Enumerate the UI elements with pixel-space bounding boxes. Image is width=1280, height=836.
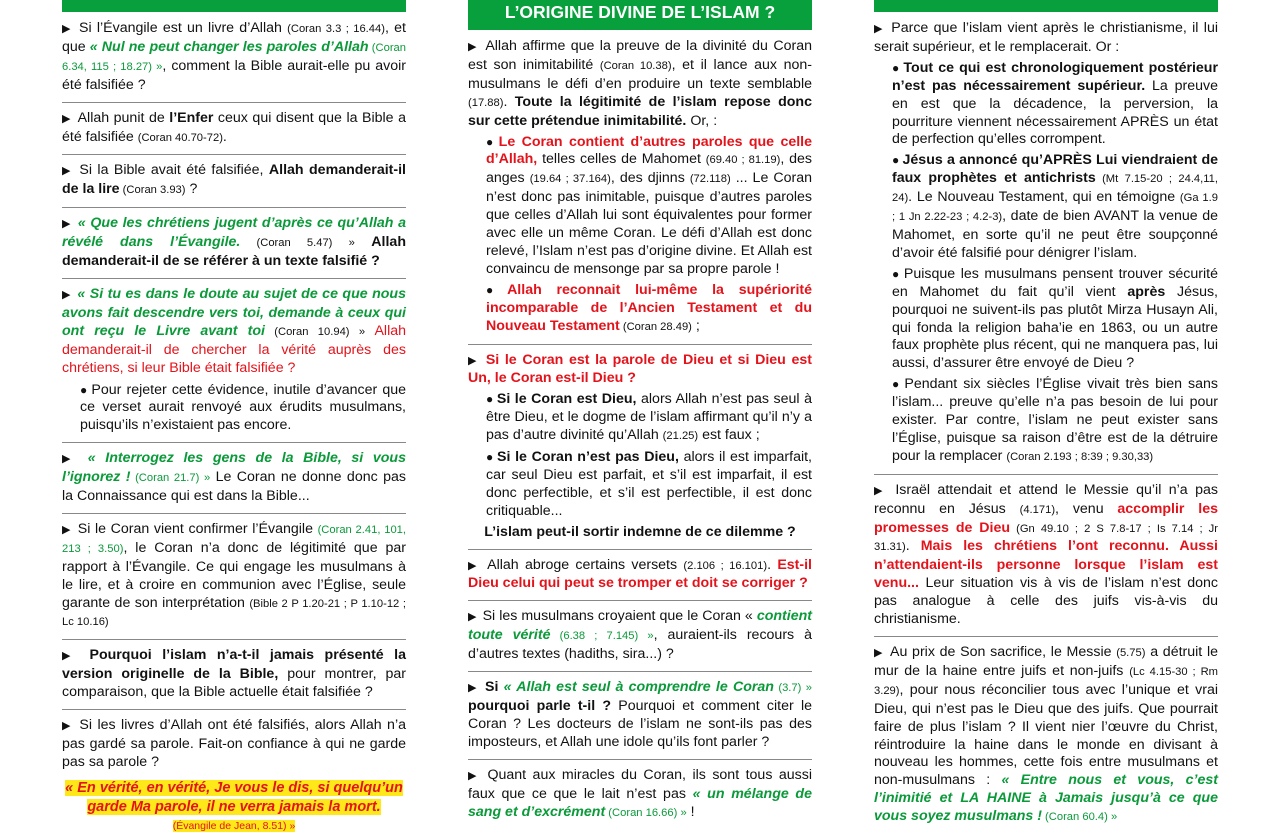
- text: , des anges: [486, 151, 812, 187]
- triangle-bullet-icon: ▶: [468, 354, 479, 367]
- triangle-bullet-icon: ▶: [62, 218, 72, 231]
- sub-paragraph: [486, 282, 812, 337]
- citation: (Coran 10.38): [599, 59, 672, 72]
- round-bullet-icon: ●: [486, 450, 494, 465]
- citation: (2.106 ; 16.101): [683, 559, 768, 572]
- triangle-bullet-icon: ▶: [62, 112, 72, 125]
- text: , et que: [62, 20, 406, 55]
- divider: [468, 549, 812, 550]
- round-bullet-icon: ●: [892, 266, 901, 281]
- divider: [62, 639, 406, 640]
- emphasis: Pourquoi l’islam n’a-t-il jamais présenté la version originelle de la Bible,: [62, 647, 406, 683]
- emphasis: Si le Coran n’est pas Dieu,: [497, 449, 679, 466]
- paragraph: [468, 767, 812, 823]
- citation: (19.64 ; 37.164): [529, 173, 611, 186]
- divider: [62, 207, 406, 208]
- paragraph: [62, 450, 406, 506]
- emphasis: Tout ce qui est chronologiquement postérieur n’est pas nécessairement supérieur.: [892, 59, 1218, 94]
- text: ?: [185, 181, 198, 198]
- page-title: L’ORIGINE DIVINE DE L’ISLAM ?: [468, 0, 812, 30]
- text: Si la Bible avait été falsifiée,: [79, 162, 269, 179]
- text: Si le Coran vient confirmer l’Évangile: [77, 520, 318, 537]
- text: Au prix de Son sacrifice, le Messie: [889, 644, 1117, 660]
- citation: (Coran 2.41, 101, 213 ; 3.50): [62, 523, 406, 555]
- text: Allah affirme que la preuve de la divinité du Coran est son inimitabilité: [468, 38, 812, 73]
- text: Jésus, pourquoi ne suivent-ils pas plutôt Mirza Husayn Ali, qui fonda la religion baha’ie en 1863, ou un autre faux prophète plus récent, qui ne manquera pas, lui aussi, d’assurer être envoyé de Dieu ?: [892, 283, 1218, 372]
- text: , auraient-ils recours à d’autres textes (hadiths, sira...) ?: [468, 627, 812, 663]
- round-bullet-icon: ●: [486, 392, 494, 407]
- text: , pour nous réconcilier tous avec l’unique et vrai Dieu, qui n’est pas le Dieu que des juifs. Que pourrait faire de plus l’islam ? Il vient nier l’œuvre du Christ, réintroduire la haine dans le monde en divisant à nouveau les hommes, cette fois entre musulmans et non-musulmans :: [874, 681, 1218, 789]
- sub-paragraph: [486, 134, 812, 279]
- divider: [874, 474, 1218, 475]
- text: Le Coran ne donne donc pas la Connaissance qui est dans la Bible...: [62, 469, 406, 505]
- text: Allah punit de: [77, 109, 170, 126]
- text: a détruit le mur de la haine entre juifs et non-juifs: [874, 644, 1218, 679]
- red-emphasis: Allah reconnait lui-même la supériorité incomparable de l’Ancien Testament et du Nouveau Testament: [486, 281, 813, 334]
- citation: (72.118): [689, 173, 731, 186]
- divider: [62, 442, 406, 443]
- divider: [874, 636, 1218, 637]
- quran-quote: « Si tu es dans le doute au sujet de ce que nous avons fait descendre vers toi, demande à ceux qui ont reçu le Livre avant toi: [62, 285, 406, 339]
- citation: (Coran 3.3 ; 16.44): [287, 23, 385, 35]
- sub-paragraph: [892, 152, 1218, 262]
- text: .: [222, 128, 227, 145]
- text: Puisque les musulmans pensent trouver sécurité en Mahomet du fait qu’il vient: [892, 265, 1219, 300]
- paragraph: [62, 162, 406, 200]
- text: , des djinns: [610, 170, 690, 187]
- triangle-bullet-icon: ▶: [468, 41, 478, 53]
- paragraph: [62, 286, 406, 378]
- triangle-bullet-icon: ▶: [874, 647, 884, 659]
- citation: (17.88): [468, 96, 504, 109]
- text: Si les livres d’Allah ont été falsifiés, alors Allah n’a pas gardé sa parole. Fait-on confiance à qui ne garde pas sa parole ?: [62, 717, 406, 770]
- paragraph: [468, 679, 812, 752]
- triangle-bullet-icon: ▶: [62, 453, 77, 466]
- text: Si l’Évangile est un livre d’Allah: [79, 20, 288, 36]
- sub-paragraph: [80, 382, 406, 436]
- citation: (Coran 6.34, 115 ; 18.27) »: [62, 41, 406, 73]
- red-text: Allah demanderait-il de chercher la vérité auprès des chrétiens, si leur Bible était falsifiée ?: [62, 322, 406, 376]
- text: pour montrer, par comparaison, que la Bible actuelle était falsifiée ?: [62, 666, 406, 701]
- citation: (4.171): [1019, 503, 1056, 516]
- triangle-bullet-icon: ▶: [468, 682, 478, 695]
- sub-paragraph: [892, 60, 1218, 150]
- text: telles celles de Mahomet: [537, 151, 706, 168]
- divider: [62, 154, 406, 155]
- citation: (21.25): [662, 430, 699, 443]
- emphasis: Toute la légitimité de l’islam repose donc sur cette prétendue inimitabilité.: [468, 93, 812, 129]
- text: ;: [691, 317, 700, 334]
- quran-quote: « Allah est seul à comprendre le Coran: [503, 679, 774, 696]
- text: alors il est imparfait, car seul Dieu est parfait, et s’il est imparfait, il est donc perfectible, et s’il est perfectible, il est donc critiquable...: [486, 449, 813, 519]
- text: , le Coran n’a donc de légitimité que par rapport à l’Évangile. Ce qui engage les musulmans à le lire, et à croire en communion avec l’Église, seule garante de son interprétation: [62, 539, 406, 611]
- text: . Le Nouveau Testament, qui en témoigne: [908, 189, 1180, 206]
- gospel-verse: [62, 779, 406, 836]
- triangle-bullet-icon: ▶: [62, 288, 71, 301]
- text: Si les musulmans croyaient que le Coran «: [482, 608, 757, 625]
- triangle-bullet-icon: ▶: [874, 484, 886, 497]
- text: La preuve en est que la décadence, la perversion, la pourriture viennent nécessairement APRÈS un état de perfection qu’elles corrompent.: [892, 77, 1218, 148]
- left-column: [62, 0, 407, 832]
- red-emphasis: accomplir les promesses de Dieu: [874, 500, 1218, 536]
- text: , venu: [1055, 500, 1118, 517]
- triangle-bullet-icon: ▶: [468, 559, 479, 572]
- divider: [62, 102, 406, 103]
- paragraph: [468, 38, 812, 131]
- paragraph: [874, 20, 1218, 57]
- middle-column: [468, 0, 813, 820]
- text: Allah abroge certains versets: [487, 556, 684, 573]
- citation: (Bible 2 P 1.20-21 ; P 1.10-12 ; Lc 10.16): [62, 597, 406, 629]
- text: , date de bien AVANT la venue de Mahomet, en sorte qu’il ne peut être soupçonné d’avoir été falsifié pour dénigrer l’islam.: [892, 208, 1218, 261]
- text: !: [686, 803, 695, 820]
- paragraph: [874, 482, 1218, 629]
- quran-quote: « Entre nous et vous, c’est l’inimitié et LA HAINE à Jamais jusqu’à ce que vous soyez musulmans !: [874, 772, 1218, 825]
- quran-quote: contient toute vérité: [468, 608, 812, 644]
- verse-text: « En vérité, en vérité, Je vous le dis, si quelqu’un garde Ma parole, il ne verra jamais la mort.: [65, 779, 403, 815]
- emphasis: Allah demanderait-il de la lire: [62, 162, 406, 198]
- triangle-bullet-icon: ▶: [468, 769, 479, 782]
- divider: [62, 709, 406, 710]
- sub-paragraph: [486, 449, 812, 521]
- emphasis: Si: [485, 679, 504, 696]
- paragraph: [468, 608, 812, 664]
- text: Leur situation vis à vis de l’islam n’est donc pas analogue à celle des juifs vis-à-vis du christianisme.: [874, 575, 1218, 628]
- paragraph: [468, 557, 812, 594]
- red-emphasis: Est-il Dieu celui qui peut se tromper et doit se corriger ?: [468, 556, 812, 592]
- text: ceux qui disent que la Bible a été falsifiée: [62, 109, 406, 145]
- verse-reference: (Évangile de Jean, 8.51) »: [172, 819, 296, 832]
- divider: [62, 513, 406, 514]
- emphasis: Allah demanderait-il de se référer à un texte falsifié ?: [62, 234, 406, 270]
- emphasis: après: [1127, 283, 1166, 300]
- paragraph: [62, 215, 406, 271]
- citation: (Mt 7.15-20 ; 24.4,11, 24): [892, 173, 1218, 205]
- triangle-bullet-icon: ▶: [874, 23, 884, 35]
- round-bullet-icon: ●: [892, 377, 902, 392]
- triangle-bullet-icon: ▶: [62, 720, 72, 733]
- citation: (Coran 10.94) »: [264, 325, 366, 338]
- red-emphasis: Le Coran contient d’autres paroles que celle d’Allah,: [486, 133, 812, 168]
- triangle-bullet-icon: ▶: [62, 23, 72, 35]
- paragraph: [62, 20, 406, 95]
- green-header-bar: [874, 0, 1218, 12]
- text: .: [767, 556, 778, 573]
- divider: [468, 671, 812, 672]
- right-column: [874, 0, 1219, 825]
- quran-quote: « Nul ne peut changer les paroles d’Allah: [89, 38, 369, 55]
- citation: (5.75): [1116, 647, 1146, 659]
- citation: (Coran 3.93): [119, 184, 186, 197]
- text: Pour rejeter cette évidence, inutile d’avancer que ce verset aurait renvoyé aux érudits musulmans, puisqu’ils n’existaient pas encore.: [80, 381, 406, 434]
- citation: (Coran 28.49): [619, 320, 692, 333]
- citation: (Ga 1.9 ; 1 Jn 2.22-23 ; 4.2-3): [892, 192, 1218, 224]
- round-bullet-icon: ●: [486, 134, 496, 149]
- sub-paragraph: [486, 391, 812, 446]
- round-bullet-icon: ●: [892, 60, 901, 75]
- text: Or, :: [686, 112, 718, 129]
- text: alors Allah n’est pas seul à être Dieu, et le dogme de l’islam affirmant qu’il n’y a pas d’autre divinité qu’Allah: [486, 391, 813, 444]
- round-bullet-icon: ●: [892, 153, 900, 168]
- sub-paragraph: [892, 266, 1218, 373]
- text: Pendant six siècles l’Église vivait très bien sans l’islam... preuve qu’elle n’a pas besoin de lui pour exister. Par contre, l’islam ne peut exister sans l’Église, puisque sa raison d’être est de la détruire pour la remplacer: [892, 376, 1218, 464]
- paragraph: [62, 110, 406, 148]
- green-header-bar: [62, 0, 406, 12]
- emphasis: pourquoi parle t-il ?: [468, 698, 612, 714]
- round-bullet-icon: ●: [80, 382, 89, 397]
- citation: (Lc 4.15-30 ; Rm 3.29): [874, 665, 1218, 697]
- citation: (Coran 16.66) »: [605, 806, 687, 819]
- text: ... Le Coran n’est donc pas inimitable, puisque d’autres paroles que celles d’Allah lui sont équivalentes pour former avec elle un même Coran. Le défi d’Allah est donc relevé, l’Islam n’est pas d’origine divine. Et Allah est convaincu de mensonge par sa propre parole !: [486, 170, 812, 277]
- citation: (Gn 49.10 ; 2 S 7.8-17 ; Is 7.14 ; Jr 31.31): [874, 522, 1218, 554]
- triangle-bullet-icon: ▶: [62, 523, 72, 536]
- divider: [468, 344, 812, 345]
- dilemma-question: L’islam peut-il sortir indemne de ce dilemme ?: [484, 523, 796, 540]
- text: Parce que l’islam vient après le christianisme, il lui serait supérieur, et le remplacerait. Or :: [874, 20, 1218, 55]
- divider: [62, 278, 406, 279]
- paragraph: [62, 647, 406, 702]
- paragraph: [468, 352, 812, 389]
- text: , comment la Bible aurait-elle pu avoir été falsifiée ?: [62, 57, 407, 93]
- divider: [468, 600, 812, 601]
- citation: (Coran 21.7) »: [130, 472, 211, 485]
- text: Quant aux miracles du Coran, ils sont tous aussi faux que ce que le lait n’est pas: [468, 766, 812, 802]
- text: , et il lance aux non-musulmans le défi d’en produire un texte semblable: [468, 56, 812, 92]
- triangle-bullet-icon: ▶: [62, 165, 72, 178]
- citation: (Coran 2.193 ; 8:39 ; 9.30,33): [1006, 450, 1154, 463]
- citation: (3.7) »: [773, 682, 812, 695]
- citation: (6.38 ; 7.145) »: [550, 630, 654, 643]
- round-bullet-icon: ●: [486, 282, 505, 297]
- quran-quote: « un mélange de sang et d’excrément: [468, 785, 812, 820]
- emphasis: Si le Coran est Dieu,: [496, 391, 637, 408]
- red-emphasis: Si le Coran est la parole de Dieu et si Dieu est Un, le Coran est-il Dieu ?: [468, 351, 812, 387]
- emphasis: Jésus a annoncé qu’APRÈS Lui viendraient de faux prophètes et antichrists: [892, 152, 1218, 187]
- citation: (69.40 ; 81.19): [705, 154, 781, 167]
- paragraph: [62, 717, 406, 772]
- quran-quote: « Interrogez les gens de la Bible, si vous l’ignorez !: [62, 450, 406, 486]
- text: Israël attendait et attend le Messie qu’il n’a pas reconnu en Jésus: [874, 481, 1218, 517]
- text: est faux ;: [698, 427, 760, 444]
- red-emphasis: Mais les chrétiens l’ont reconnu. Aussi n’attendaient-ils personne lorsque l’islam est venu...: [874, 538, 1218, 592]
- citation: (Coran 5.47) »: [240, 237, 355, 250]
- paragraph: [62, 521, 406, 632]
- citation: (Coran 40.70-72): [137, 131, 223, 144]
- paragraph: [874, 644, 1218, 827]
- text: .: [905, 538, 921, 555]
- citation: (Coran 60.4) »: [1041, 811, 1118, 824]
- triangle-bullet-icon: ▶: [62, 650, 77, 663]
- text: Pourquoi et comment citer le Coran ? Les docteurs de l’islam ne sont-ils pas des imposteurs, et Allah une idole qu’ils font parler ?: [468, 698, 812, 750]
- text: .: [503, 93, 515, 110]
- divider: [468, 759, 812, 760]
- sub-paragraph: [892, 376, 1218, 467]
- triangle-bullet-icon: ▶: [468, 611, 477, 624]
- emphasis: l’Enfer: [169, 109, 214, 126]
- quran-quote: « Que les chrétiens jugent d’après ce qu’Allah a révélé dans l’Évangile.: [62, 215, 406, 251]
